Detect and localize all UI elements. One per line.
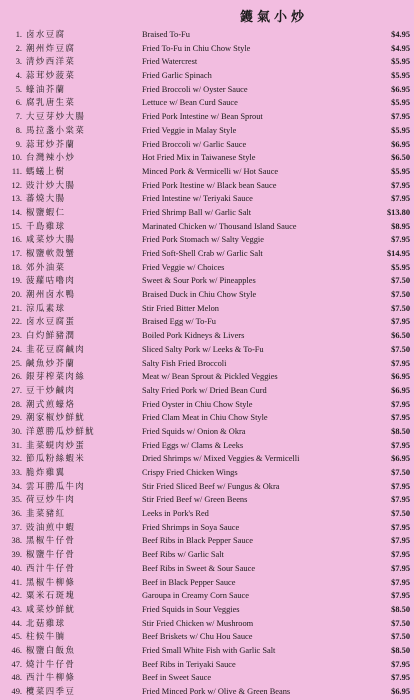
menu-item-chinese-name: 黑椒牛仔骨 — [26, 535, 76, 546]
menu-item-english-name: Sliced Salty Pork w/ Leeks & To-Fu — [142, 344, 264, 354]
menu-item — [0, 589, 414, 603]
menu-item-number: 26. — [11, 372, 22, 382]
menu-item — [0, 233, 414, 247]
menu-item-price: $5.95 — [391, 125, 410, 135]
menu-item — [0, 206, 414, 220]
menu-item-chinese-name: 節瓜粉絲蝦米 — [26, 453, 86, 464]
menu-item-price: $7.95 — [391, 481, 410, 491]
menu-item-english-name: Dried Shrimps w/ Mixed Veggies & Vermicelli — [142, 454, 300, 464]
menu-item — [0, 110, 414, 124]
menu-item — [0, 42, 414, 56]
menu-item — [0, 138, 414, 152]
menu-item-number: 2. — [15, 43, 22, 53]
menu-item-price: $4.95 — [391, 43, 410, 53]
menu-item-price: $7.95 — [391, 495, 410, 505]
menu-item-price: $7.95 — [391, 180, 410, 190]
menu-item-chinese-name: 清炒西洋菜 — [26, 56, 76, 67]
menu-item-chinese-name: 卤水豆腐蛋 — [26, 316, 76, 327]
menu-item-english-name: Fried Squids w/ Onion & Okra — [142, 426, 246, 436]
menu-item-english-name: Beef in Black Pepper Sauce — [142, 577, 236, 587]
menu-item — [0, 179, 414, 193]
menu-item-number: 30. — [11, 426, 22, 436]
menu-item-number: 40. — [11, 563, 22, 573]
menu-item-chinese-name: 粟米石斑塊 — [26, 590, 76, 601]
menu-item-chinese-name: 洋蔥勝瓜炒鮮魷 — [26, 425, 96, 436]
menu-item — [0, 548, 414, 562]
menu-item-chinese-name: 台灣辣小炒 — [26, 152, 76, 163]
menu-item-number: 42. — [11, 591, 22, 601]
menu-item-english-name: Fried Oyster in Chiu Chow Style — [142, 399, 253, 409]
menu-item-price: $7.50 — [391, 468, 410, 477]
menu-item-number: 20. — [11, 290, 22, 300]
menu-item-price: $5.95 — [391, 166, 410, 176]
menu-item-english-name: Marinated Chicken w/ Thousand Island Sauce — [142, 221, 297, 231]
menu-item-price: $6.50 — [391, 153, 410, 163]
menu-item-chinese-name: 韭花豆腐鹹肉 — [26, 343, 86, 354]
menu-item-english-name: Fried Garlic Spinach — [142, 71, 212, 81]
menu-item-chinese-name: 潮式煎蠔烙 — [26, 398, 76, 409]
menu-item-number: 27. — [11, 385, 22, 395]
menu-item-chinese-name: 螞蟻上樹 — [26, 165, 66, 176]
menu-item-number: 18. — [11, 262, 22, 272]
menu-item-number: 31. — [11, 440, 22, 450]
menu-item-price: $7.95 — [391, 413, 410, 423]
menu-item-number: 46. — [11, 645, 22, 655]
menu-item-number: 43. — [11, 604, 22, 614]
menu-item-english-name: Fried Watercrest — [142, 57, 198, 67]
menu-item-number: 19. — [11, 276, 22, 286]
menu-item — [0, 630, 414, 644]
menu-item-chinese-name: 卤水豆腐 — [26, 29, 66, 39]
menu-item-chinese-name: 蒜茸炒菠菜 — [26, 70, 76, 81]
menu-item-english-name: Fried Clam Meat in Chiu Chow Style — [142, 413, 268, 423]
menu-item-price: $7.95 — [391, 577, 410, 587]
menu-item-price: $7.50 — [391, 632, 410, 642]
menu-item-english-name: Minced Pork & Vermicelli w/ Hot Sauce — [142, 166, 279, 176]
menu-item-chinese-name: 鹹魚炒芥蘭 — [26, 357, 76, 368]
menu-item-chinese-name: 黑椒牛柳條 — [26, 576, 76, 587]
menu-item-price: $7.95 — [391, 194, 410, 204]
menu-item-number: 21. — [11, 303, 22, 313]
menu-item-price: $5.95 — [391, 57, 410, 67]
menu-item-chinese-name: 腐乳唐生菜 — [26, 97, 76, 108]
menu-item-english-name: Braised Duck in Chiu Chow Style — [142, 290, 257, 300]
menu-item-price: $7.95 — [391, 550, 410, 560]
menu-item-price: $7.95 — [391, 659, 410, 669]
menu-item-number: 45. — [11, 632, 22, 642]
menu-item-price: $7.95 — [391, 317, 410, 327]
menu-item-price: $6.95 — [391, 385, 410, 395]
menu-item — [0, 480, 414, 494]
menu-item-chinese-name: 蒜茸炒芥蘭 — [26, 138, 76, 149]
menu-item — [0, 617, 414, 631]
menu-item-number: 12. — [11, 180, 22, 190]
menu-item-price: $14.95 — [386, 249, 410, 258]
menu-item — [0, 398, 414, 412]
section-title: 鑊氣小炒 — [240, 10, 309, 25]
menu-item-chinese-name: 涼瓜素球 — [26, 302, 66, 313]
menu-item — [0, 288, 414, 302]
menu-item-number: 36. — [11, 509, 22, 519]
menu-item-chinese-name: 椒鹽牛仔骨 — [26, 549, 76, 560]
menu-item-number: 41. — [11, 577, 22, 587]
menu-item-english-name: Beef in Sweet Sauce — [142, 673, 212, 683]
menu-item-price: $6.95 — [391, 687, 410, 696]
menu-item-chinese-name: 潮州炸豆腐 — [26, 42, 76, 53]
menu-item-number: 17. — [11, 249, 22, 258]
menu-item-chinese-name: 雲耳勝瓜牛肉 — [26, 480, 86, 491]
menu-item — [0, 603, 414, 617]
menu-item-number: 49. — [11, 687, 22, 696]
menu-item-price: $6.95 — [391, 372, 410, 382]
menu-item — [0, 493, 414, 507]
menu-item-number: 38. — [11, 536, 22, 546]
menu-item-english-name: Boiled Pork Kidneys & Livers — [142, 331, 245, 341]
menu-item-number: 28. — [11, 399, 22, 409]
menu-item-chinese-name: 千島雞球 — [26, 220, 66, 231]
menu-list — [0, 28, 414, 699]
menu-item-number: 7. — [15, 112, 22, 122]
menu-item-english-name: Fried Small White Fish with Garlic Salt — [142, 645, 276, 655]
menu-item-price: $7.95 — [391, 235, 410, 245]
menu-item-number: 23. — [11, 331, 22, 341]
menu-item-english-name: Beef Ribs in Black Pepper Sauce — [142, 536, 253, 546]
menu-item-number: 4. — [15, 71, 22, 81]
menu-item-english-name: Fried Pork Stomach w/ Salty Veggie — [142, 235, 264, 245]
menu-item-number: 35. — [11, 495, 22, 505]
menu-item-english-name: Stir Fried Chicken w/ Mushroom — [142, 618, 254, 628]
menu-item-price: $6.95 — [391, 84, 410, 94]
menu-item-chinese-name: 豆干炒鹹肉 — [26, 384, 76, 395]
menu-item — [0, 644, 414, 658]
menu-item-chinese-name: 大豆芽炒大腸 — [26, 111, 86, 122]
menu-item — [0, 466, 414, 480]
menu-item — [0, 247, 414, 261]
menu-item-price: $7.50 — [391, 618, 410, 628]
menu-item-english-name: Hot Fried Mix in Taiwanese Style — [142, 153, 256, 163]
menu-item-english-name: Fried Pork Intestine w/ Bean Sprout — [142, 112, 263, 122]
menu-item-price: $8.50 — [391, 645, 410, 655]
menu-item-chinese-name: 蠔油芥蘭 — [26, 83, 66, 94]
menu-item-chinese-name: 荷豆炒牛肉 — [26, 494, 76, 505]
menu-item-number: 24. — [11, 344, 22, 354]
menu-item-price: $13.80 — [386, 207, 410, 217]
menu-item-english-name: Meat w/ Bean Sprout & Pickled Veggies — [142, 372, 278, 382]
menu-item-chinese-name: 白灼鮮豬潤 — [26, 330, 76, 341]
menu-item-english-name: Fried Broccoli w/ Oyster Sauce — [142, 84, 248, 94]
menu-item — [0, 370, 414, 384]
menu-item-chinese-name: 潮州卤水鴨 — [26, 289, 76, 300]
menu-item — [0, 343, 414, 357]
menu-item — [0, 165, 414, 179]
menu-item-number: 29. — [11, 413, 22, 423]
menu-item-chinese-name: 脆炸雞翼 — [26, 467, 66, 477]
menu-item — [0, 562, 414, 576]
menu-item-price: $5.95 — [391, 71, 410, 81]
menu-item-english-name: Sweet & Sour Pork w/ Pineapples — [142, 276, 256, 286]
menu-item-chinese-name: 豉汁炒大腸 — [26, 179, 76, 190]
menu-item-chinese-name: 咸菜炒鮮魷 — [26, 603, 76, 614]
menu-item-price: $7.95 — [391, 440, 410, 450]
menu-item-english-name: Stir Fried Beef w/ Green Beens — [142, 495, 248, 505]
menu-item-number: 1. — [15, 30, 22, 39]
menu-item-english-name: Leeks in Pork's Red — [142, 509, 209, 519]
menu-item — [0, 507, 414, 521]
menu-item-chinese-name: 銀芽榨菜肉絲 — [26, 371, 86, 382]
menu-item-number: 3. — [15, 57, 22, 67]
menu-item-number: 39. — [11, 550, 22, 560]
menu-item-english-name: Fried Pork Itestine w/ Black bean Sauce — [142, 180, 277, 190]
menu-item — [0, 151, 414, 165]
menu-item — [0, 685, 414, 699]
menu-item-number: 32. — [11, 454, 22, 464]
menu-item — [0, 28, 414, 42]
menu-item-english-name: Beef Ribs w/ Garlic Salt — [142, 550, 224, 560]
menu-item — [0, 658, 414, 672]
menu-item-price: $5.95 — [391, 98, 410, 108]
menu-item-price: $7.95 — [391, 591, 410, 601]
menu-item — [0, 534, 414, 548]
menu-item-english-name: Fried Intestine w/ Teriyaki Sauce — [142, 194, 253, 204]
menu-item-english-name: Lettuce w/ Bean Curd Sauce — [142, 98, 238, 108]
menu-item — [0, 192, 414, 206]
menu-item — [0, 576, 414, 590]
menu-item-english-name: Beef Ribs in Sweet & Sour Sauce — [142, 563, 256, 573]
menu-item-chinese-name: 北菇雞球 — [26, 617, 66, 628]
menu-item-english-name: Fried Shrimps in Soya Sauce — [142, 522, 240, 532]
menu-item-number: 25. — [11, 358, 22, 368]
menu-item-chinese-name: 韭菜蜆肉炒蛋 — [26, 439, 86, 450]
menu-item-price: $7.50 — [391, 344, 410, 354]
menu-item — [0, 452, 414, 466]
menu-item-chinese-name: 韭菜豬紅 — [26, 508, 66, 519]
menu-item — [0, 521, 414, 535]
menu-item-number: 15. — [11, 221, 22, 231]
menu-item — [0, 411, 414, 425]
menu-item — [0, 384, 414, 398]
menu-item-chinese-name: 欖菜四季豆 — [26, 686, 76, 696]
menu-item-english-name: Garoupa in Creamy Corn Sauce — [142, 591, 249, 601]
menu-item-price: $8.95 — [391, 221, 410, 231]
menu-item — [0, 83, 414, 97]
menu-item-chinese-name: 燒汁牛仔骨 — [26, 658, 76, 669]
menu-item-english-name: Braised To-Fu — [142, 30, 190, 39]
menu-item-number: 10. — [11, 153, 22, 163]
menu-item-price: $7.50 — [391, 509, 410, 519]
menu-item-chinese-name: 柱候牛腩 — [26, 631, 66, 642]
menu-item-number: 6. — [15, 98, 22, 108]
menu-item-price: $7.95 — [391, 522, 410, 532]
menu-item-chinese-name: 椒鹽蝦仁 — [26, 206, 66, 217]
menu-item-price: $7.95 — [391, 112, 410, 122]
menu-item-english-name: Fried Soft-Shell Crab w/ Garlic Salt — [142, 249, 263, 258]
menu-item-chinese-name: 郊外油菜 — [26, 261, 66, 272]
menu-item-chinese-name: 西汁牛仔骨 — [26, 562, 76, 573]
menu-item-number: 14. — [11, 207, 22, 217]
menu-item-chinese-name: 椒鹽軟殼蟹 — [26, 248, 76, 258]
menu-item-english-name: Fried To-Fu in Chiu Chow Style — [142, 43, 251, 53]
menu-item-english-name: Stir Fried Sliced Beef w/ Fungus & Okra — [142, 481, 280, 491]
menu-item — [0, 274, 414, 288]
menu-item-price: $6.50 — [391, 331, 410, 341]
menu-item-price: $8.50 — [391, 604, 410, 614]
menu-item-price: $7.95 — [391, 536, 410, 546]
menu-item — [0, 261, 414, 275]
menu-item-number: 33. — [11, 468, 22, 477]
menu-item-number: 37. — [11, 522, 22, 532]
menu-item-number: 47. — [11, 659, 22, 669]
menu-item — [0, 425, 414, 439]
menu-item-price: $7.50 — [391, 290, 410, 300]
menu-item-price: $7.95 — [391, 399, 410, 409]
menu-item-number: 11. — [11, 166, 22, 176]
menu-item-number: 44. — [11, 618, 22, 628]
menu-item-english-name: Fried Veggie in Malay Style — [142, 125, 237, 135]
menu-item-english-name: Fried Squids in Sour Veggies — [142, 604, 240, 614]
menu-item-chinese-name: 菠蘿咕嚕肉 — [26, 275, 76, 286]
menu-item — [0, 96, 414, 110]
menu-item-price: $7.95 — [391, 358, 410, 368]
menu-item — [0, 671, 414, 685]
menu-item-price: $6.95 — [391, 139, 410, 149]
menu-item-number: 22. — [11, 317, 22, 327]
menu-item-price: $4.95 — [391, 30, 410, 39]
menu-item — [0, 315, 414, 329]
menu-item-english-name: Salty Fish Fried Broccoli — [142, 358, 227, 368]
menu-item — [0, 124, 414, 138]
menu-item-chinese-name: 蕃燒大腸 — [26, 193, 66, 204]
menu-item-number: 9. — [15, 139, 22, 149]
menu-item — [0, 357, 414, 371]
menu-item-price: $7.95 — [391, 563, 410, 573]
menu-item-english-name: Fried Veggie w/ Choices — [142, 262, 225, 272]
menu-item — [0, 329, 414, 343]
menu-item — [0, 69, 414, 83]
menu-item-english-name: Braised Egg w/ To-Fu — [142, 317, 216, 327]
menu-item-chinese-name: 西汁牛柳條 — [26, 672, 76, 683]
menu-item-chinese-name: 潮家椒炒鮮魷 — [26, 412, 86, 423]
menu-item-english-name: Fried Shrimp Ball w/ Garlic Salt — [142, 207, 252, 217]
menu-item-chinese-name: 馬拉盞小棠菜 — [26, 124, 86, 135]
menu-item-english-name: Beef Ribs in Teriyaki Sauce — [142, 659, 236, 669]
menu-item-number: 13. — [11, 194, 22, 204]
menu-item-number: 48. — [11, 673, 22, 683]
menu-item-english-name: Stir Fried Bitter Melon — [142, 303, 219, 313]
menu-item-price: $5.95 — [391, 262, 410, 272]
menu-item-chinese-name: 咸菜炒大腸 — [26, 234, 76, 245]
menu-item-number: 8. — [15, 125, 22, 135]
menu-item-price: $6.95 — [391, 454, 410, 464]
menu-item — [0, 302, 414, 316]
menu-item-english-name: Fried Eggs w/ Clams & Leeks — [142, 440, 244, 450]
menu-item-chinese-name: 豉油煎中蝦 — [26, 521, 76, 532]
menu-item — [0, 55, 414, 69]
menu-item-price: $8.50 — [391, 426, 410, 436]
menu-item-chinese-name: 椒鹽白飯魚 — [26, 644, 76, 655]
menu-item-number: 34. — [11, 481, 22, 491]
menu-item — [0, 220, 414, 234]
menu-item-number: 16. — [11, 235, 22, 245]
menu-item-english-name: Beef Briskets w/ Chu Hou Sauce — [142, 632, 253, 642]
menu-item-price: $7.95 — [391, 673, 410, 683]
menu-item-english-name: Fried Minced Pork w/ Olive & Green Beans — [142, 687, 291, 696]
menu-item-number: 5. — [15, 84, 22, 94]
menu-item-english-name: Fried Broccoli w/ Garlic Sauce — [142, 139, 247, 149]
menu-item-price: $7.50 — [391, 276, 410, 286]
menu-item-english-name: Salty Fried Pork w/ Dried Bean Curd — [142, 385, 267, 395]
menu-item-english-name: Crispy Fried Chicken Wings — [142, 468, 238, 477]
menu-item-price: $7.50 — [391, 303, 410, 313]
menu-item — [0, 439, 414, 453]
